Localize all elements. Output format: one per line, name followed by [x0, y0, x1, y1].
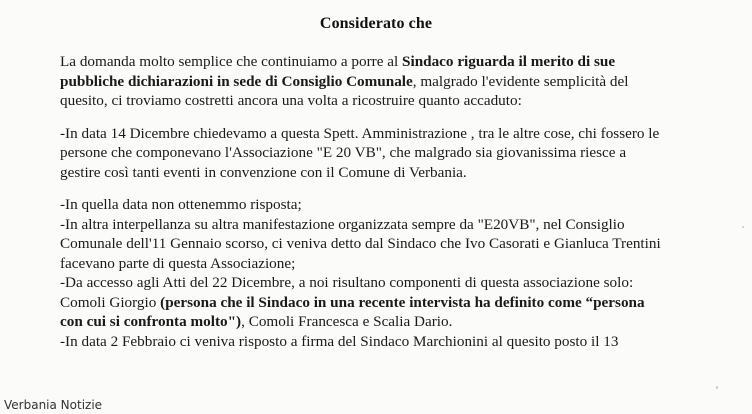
p3-line-1: -In quella data non ottenemmo risposta;: [60, 196, 302, 213]
p3-line-6-bold: (persona che il Sindaco in una recente intervista ha definito come “persona: [160, 293, 645, 311]
p2-line-3: gestire così tanti eventi in convenzione con il Comune di Verbania.: [60, 163, 467, 181]
p1-line-1-text: La domanda molto semplice che continuiamo a porre al: [60, 53, 403, 70]
p2-line-1: -In data 14 Dicembre chiedevamo a questa Spett. Amministrazione , tra le altre cose, chi fossero le: [60, 124, 660, 142]
p1-line-1-bold: Sindaco riguarda il merito di sue: [402, 53, 616, 70]
p3-line-3: Comunale dell'11 Gennaio scorso, ci veniva detto dal Sindaco che Ivo Casorati e Gianluca Trentini: [60, 235, 661, 252]
p1-line-1: [60, 52, 740, 72]
p1-line-3: quesito, ci troviamo costretti ancora una volta a ricostruire quanto accaduto:: [60, 92, 522, 109]
p1-line-2-text: , malgrado l'evidente semplicità del: [412, 72, 629, 90]
paragraph-gap: [60, 182, 740, 195]
p3-line-6: [60, 293, 740, 313]
scan-speck: [742, 226, 744, 228]
p2-line-2: persone che componevano l'Associazione "E 20 VB", che malgrado sia giovanissima riesce a: [60, 144, 627, 161]
document-heading: Considerato che: [319, 15, 433, 32]
document-body: [60, 52, 740, 351]
p3-line-7-bold: con cui si confronta molto"): [60, 313, 242, 330]
p3-line-6-text: Comoli Giorgio: [60, 293, 161, 311]
p1-line-2-bold: pubbliche dichiarazioni in sede di Consiglio Comunale: [60, 72, 413, 90]
p3-line-7-text: , Comoli Francesca e Scalia Dario.: [241, 313, 453, 330]
p3-line-5: -Da accesso agli Atti del 22 Dicembre, a noi risultano componenti di questa associazione solo:: [60, 274, 634, 291]
scan-speck: [716, 386, 718, 389]
watermark-text: Verbania Notizie: [4, 398, 103, 412]
paragraph-gap: [60, 111, 740, 124]
p3-line-7: [60, 312, 740, 332]
p3-line-4: facevano parte di questa Associazione;: [60, 254, 296, 272]
p1-line-2: [60, 72, 740, 92]
p3-line-2: -In altra interpellanza su altra manifestazione organizzata sempre da "E20VB", nel Consiglio: [60, 215, 625, 233]
p3-line-8: -In data 2 Febbraio ci veniva risposto a firma del Sindaco Marchionini al quesito posto il 13: [60, 332, 619, 350]
